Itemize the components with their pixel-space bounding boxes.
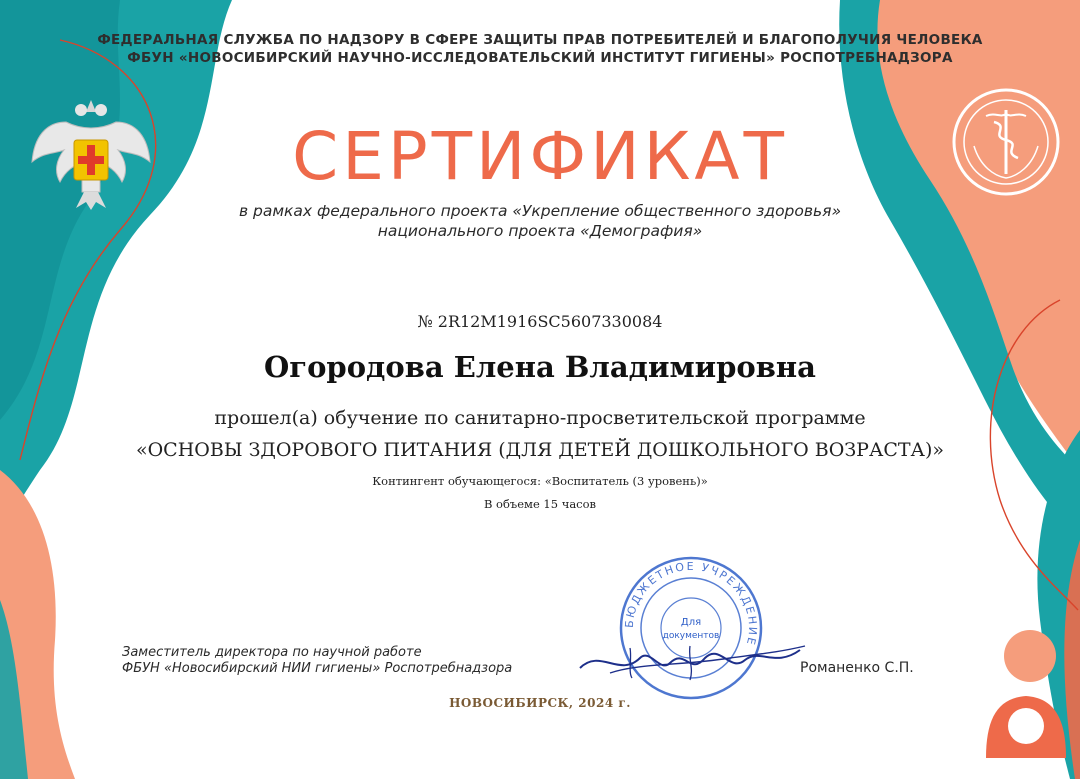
contingent-text: Контингент обучающегося: «Воспитатель (3 уровень)» (372, 474, 708, 488)
handwritten-signature (570, 628, 810, 688)
recipient-name: Огородова Елена Владимировна (264, 350, 816, 384)
volume-text: В объеме 15 часов (483, 497, 597, 511)
city-year: НОВОСИБИРСК, 2024 г. (449, 696, 631, 710)
stamp-ring-text: БЮДЖЕТНОЕ УЧРЕЖДЕНИЕ (622, 559, 760, 648)
signer-position-line-2: ФБУН «Новосибирский НИИ гигиены» Роспотребнадзора (122, 661, 513, 676)
certificate-number: № 2R12M1916SC5607330084 (417, 312, 663, 331)
stamp-center-line-1: Для (680, 617, 702, 628)
subtitle-line-1: в рамках федерального проекта «Укрепление общественного здоровья» (238, 202, 842, 220)
person-figure-icon (978, 618, 1070, 758)
signer-name: Романенко С.П. (800, 660, 914, 676)
completed-text: прошел(а) обучение по санитарно-просветительской программе (214, 407, 866, 429)
program-name: «ОСНОВЫ ЗДОРОВОГО ПИТАНИЯ (ДЛЯ ДЕТЕЙ ДОШКОЛЬНОГО ВОЗРАСТА)» (135, 439, 944, 461)
certificate-title: СЕРТИФИКАТ (292, 118, 788, 195)
stamp-center-line-2: документов (662, 631, 720, 641)
header-line-1: ФЕДЕРАЛЬНАЯ СЛУЖБА ПО НАДЗОРУ В СФЕРЕ ЗАЩИТЫ ПРАВ ПОТРЕБИТЕЛЕЙ И БЛАГОПОЛУЧИЯ ЧЕЛОВЕКА (97, 32, 983, 48)
subtitle-line-2: национального проекта «Демография» (377, 222, 703, 240)
signer-position-line-1: Заместитель директора по научной работе (122, 645, 422, 660)
header-line-2: ФБУН «НОВОСИБИРСКИЙ НАУЧНО-ИССЛЕДОВАТЕЛЬСКИЙ ИНСТИТУТ ГИГИЕНЫ» РОСПОТРЕБНАДЗОРА (127, 50, 953, 66)
